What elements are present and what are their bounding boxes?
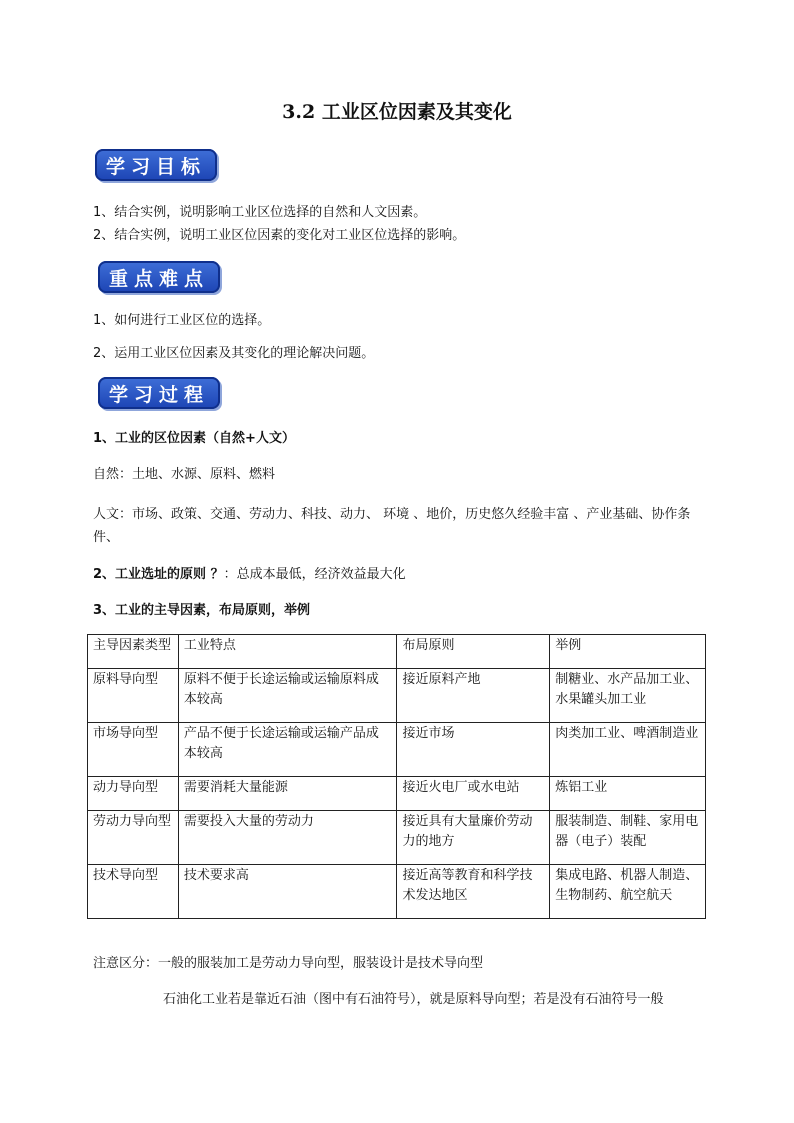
table-cell: 技术导向型 [88, 865, 179, 919]
objectives-badge: 学习目标 [95, 149, 217, 181]
table-row [88, 723, 706, 777]
q1-heading: 1、工业的区位因素（自然+人文） [93, 431, 295, 446]
table-cell: 制糖业、水产品加工业、水果罐头加工业 [550, 669, 706, 723]
q2-line [93, 565, 406, 585]
header-cell: 工业特点 [178, 635, 397, 669]
table-cell: 原料不便于长途运输或运输原料成本较高 [178, 669, 397, 723]
table-cell: 产品不便于长途运输或运输产品成本较高 [178, 723, 397, 777]
key-points-badge: 重点难点 [98, 261, 220, 293]
key-point-item-1: 1、如何进行工业区位的选择。 [93, 313, 271, 328]
table-header-row [88, 635, 706, 669]
factors-table [87, 634, 706, 919]
table-cell: 技术要求高 [178, 865, 397, 919]
table-cell: 接近高等教育和科学技术发达地区 [397, 865, 550, 919]
table-cell: 服装制造、制鞋、家用电器（电子）装配 [550, 811, 706, 865]
natural-factors: 自然：土地、水源、原料、燃料 [93, 467, 276, 482]
table-cell: 接近市场 [397, 723, 550, 777]
table-cell: 接近原料产地 [397, 669, 550, 723]
table-row [88, 777, 706, 811]
human-factors: 人文：市场、政策、交通、劳动力、科技、动力、 环境 、地价，历史悠久经验丰富 、产业基础、协作条件、 [93, 507, 691, 545]
objective-item-1: 1、结合实例，说明影响工业区位选择的自然和人文因素。 [93, 205, 427, 220]
table-cell: 动力导向型 [88, 777, 179, 811]
table-cell: 接近火电厂或水电站 [397, 777, 550, 811]
table-row [88, 865, 706, 919]
note-line-2: 石油化工业若是靠近石油（图中有石油符号），就是原料导向型；若是没有石油符号一般 [163, 992, 664, 1007]
table-cell: 需要消耗大量能源 [178, 777, 397, 811]
key-point-item-2: 2、运用工业区位因素及其变化的理论解决问题。 [93, 346, 375, 361]
q2-heading: 2、工业选址的原则 ？ [93, 567, 224, 582]
q3-heading: 3、工业的主导因素，布局原则，举例 [93, 603, 311, 618]
note-line-1: 注意区分：一般的服装加工是劳动力导向型，服装设计是技术导向型 [93, 956, 484, 971]
header-cell: 主导因素类型 [88, 635, 179, 669]
table-cell: 集成电路、机器人制造、生物制药、航空航天 [550, 865, 706, 919]
table-cell: 接近具有大量廉价劳动力的地方 [397, 811, 550, 865]
header-cell: 布局原则 [397, 635, 550, 669]
objective-item-2: 2、结合实例，说明工业区位因素的变化对工业区位选择的影响。 [93, 228, 466, 243]
q2-answer: ：总成本最低，经济效益最大化 [223, 567, 406, 582]
header-cell: 举例 [550, 635, 706, 669]
table-cell: 炼铝工业 [550, 777, 706, 811]
table-cell: 市场导向型 [88, 723, 179, 777]
page-title: 3.2 工业区位因素及其变化 [282, 101, 512, 123]
table-row [88, 669, 706, 723]
table-cell: 肉类加工业、啤酒制造业 [550, 723, 706, 777]
table-cell: 原料导向型 [88, 669, 179, 723]
table-row [88, 811, 706, 865]
table-cell: 需要投入大量的劳动力 [178, 811, 397, 865]
process-badge: 学习过程 [98, 377, 220, 409]
table-cell: 劳动力导向型 [88, 811, 179, 865]
